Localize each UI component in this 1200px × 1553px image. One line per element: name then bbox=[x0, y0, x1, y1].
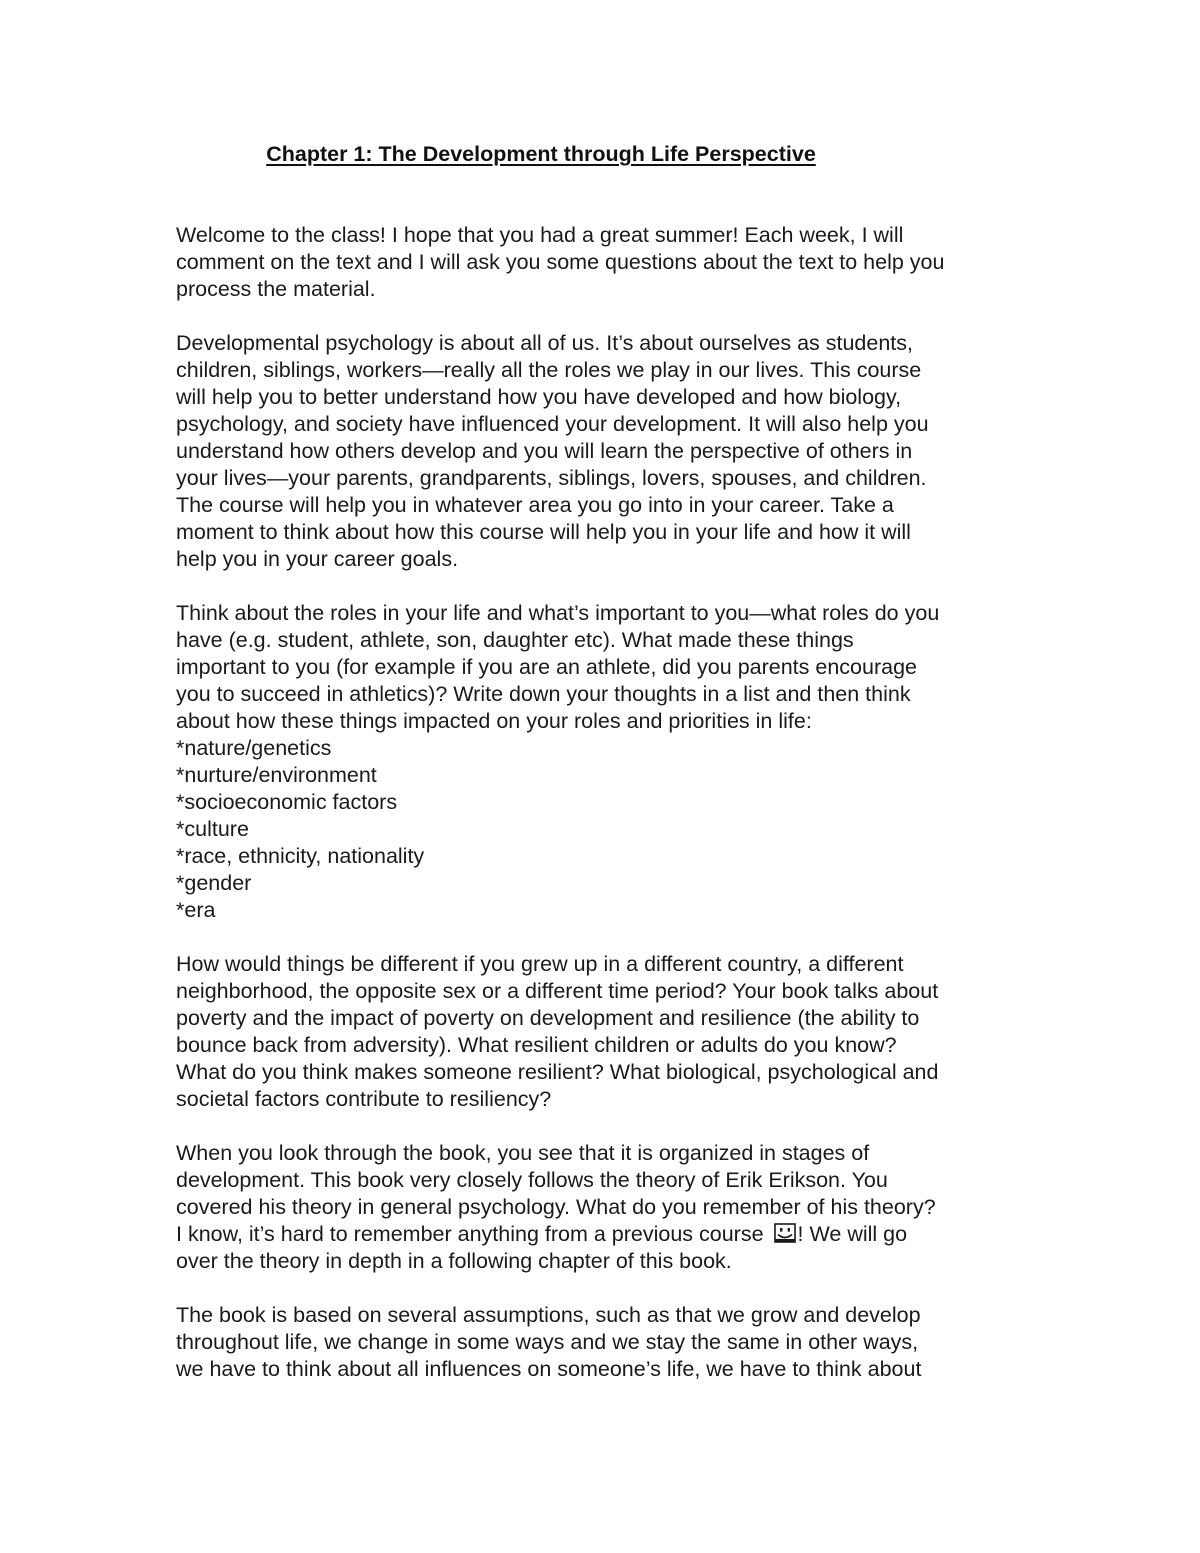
text-line: psychology, and society have influenced your development. It will also help you bbox=[176, 412, 929, 436]
text-line: children, siblings, workers—really all the roles we play in our lives. This course bbox=[176, 358, 922, 382]
roles-prompt-paragraph bbox=[176, 600, 1036, 735]
list-item: *gender bbox=[176, 871, 252, 895]
text-line: neighborhood, the opposite sex or a different time period? Your book talks about bbox=[176, 979, 939, 1003]
list-item: *era bbox=[176, 898, 216, 922]
text-line: throughout life, we change in some ways and we stay the same in other ways, bbox=[176, 1330, 919, 1354]
factors-list bbox=[176, 735, 1036, 924]
smiley-line bbox=[176, 1221, 1036, 1248]
smiley-face-icon bbox=[773, 1222, 797, 1244]
text-line: about how these things impacted on your roles and priorities in life: bbox=[176, 709, 812, 733]
resilience-paragraph bbox=[176, 951, 1036, 1113]
text-line: covered his theory in general psychology. What do you remember of his theory? bbox=[176, 1195, 936, 1219]
text-line: you to succeed in athletics)? Write down your thoughts in a list and then think bbox=[176, 682, 911, 706]
text-fragment: I know, it’s hard to remember anything from a previous course bbox=[176, 1222, 770, 1246]
assumptions-paragraph bbox=[176, 1302, 1036, 1383]
text-line: societal factors contribute to resiliency? bbox=[176, 1087, 552, 1111]
text-fragment: ! We will go bbox=[797, 1222, 908, 1246]
text-line: will help you to better understand how you have developed and how biology, bbox=[176, 385, 902, 409]
text-line: How would things be different if you grew up in a different country, a different bbox=[176, 952, 904, 976]
text-line: Developmental psychology is about all of us. It’s about ourselves as students, bbox=[176, 331, 913, 355]
text-line: have (e.g. student, athlete, son, daughter etc). What made these things bbox=[176, 628, 854, 652]
document-body bbox=[176, 141, 1036, 1410]
text-line: comment on the text and I will ask you some questions about the text to help you bbox=[176, 250, 945, 274]
text-line: process the material. bbox=[176, 277, 376, 301]
page-title: Chapter 1: The Development through Life Perspective bbox=[266, 142, 816, 166]
text-line: help you in your career goals. bbox=[176, 547, 459, 571]
text-line: When you look through the book, you see that it is organized in stages of bbox=[176, 1141, 870, 1165]
list-item: *nature/genetics bbox=[176, 736, 332, 760]
text-line: we have to think about all influences on someone’s life, we have to think about bbox=[176, 1357, 922, 1381]
text-line: bounce back from adversity). What resilient children or adults do you know? bbox=[176, 1033, 897, 1057]
erikson-paragraph bbox=[176, 1140, 1036, 1275]
about-course-paragraph bbox=[176, 330, 1036, 573]
text-line: Think about the roles in your life and what’s important to you—what roles do you bbox=[176, 601, 940, 625]
text-line: understand how others develop and you will learn the perspective of others in bbox=[176, 439, 913, 463]
text-line: important to you (for example if you are an athlete, did you parents encourage bbox=[176, 655, 917, 679]
list-item: *nurture/environment bbox=[176, 763, 377, 787]
list-item: *socioeconomic factors bbox=[176, 790, 398, 814]
text-line: your lives—your parents, grandparents, siblings, lovers, spouses, and children. bbox=[176, 466, 927, 490]
text-line: poverty and the impact of poverty on development and resilience (the ability to bbox=[176, 1006, 920, 1030]
intro-paragraph bbox=[176, 222, 1036, 303]
text-line: The book is based on several assumptions, such as that we grow and develop bbox=[176, 1303, 921, 1327]
text-line: over the theory in depth in a following chapter of this book. bbox=[176, 1249, 732, 1273]
list-item: *race, ethnicity, nationality bbox=[176, 844, 425, 868]
text-line: Welcome to the class! I hope that you had a great summer! Each week, I will bbox=[176, 223, 904, 247]
text-line: What do you think makes someone resilient? What biological, psychological and bbox=[176, 1060, 939, 1084]
text-line: development. This book very closely follows the theory of Erik Erikson. You bbox=[176, 1168, 888, 1192]
text-line: The course will help you in whatever area you go into in your career. Take a bbox=[176, 493, 894, 517]
text-line: moment to think about how this course will help you in your life and how it will bbox=[176, 520, 911, 544]
list-item: *culture bbox=[176, 817, 249, 841]
